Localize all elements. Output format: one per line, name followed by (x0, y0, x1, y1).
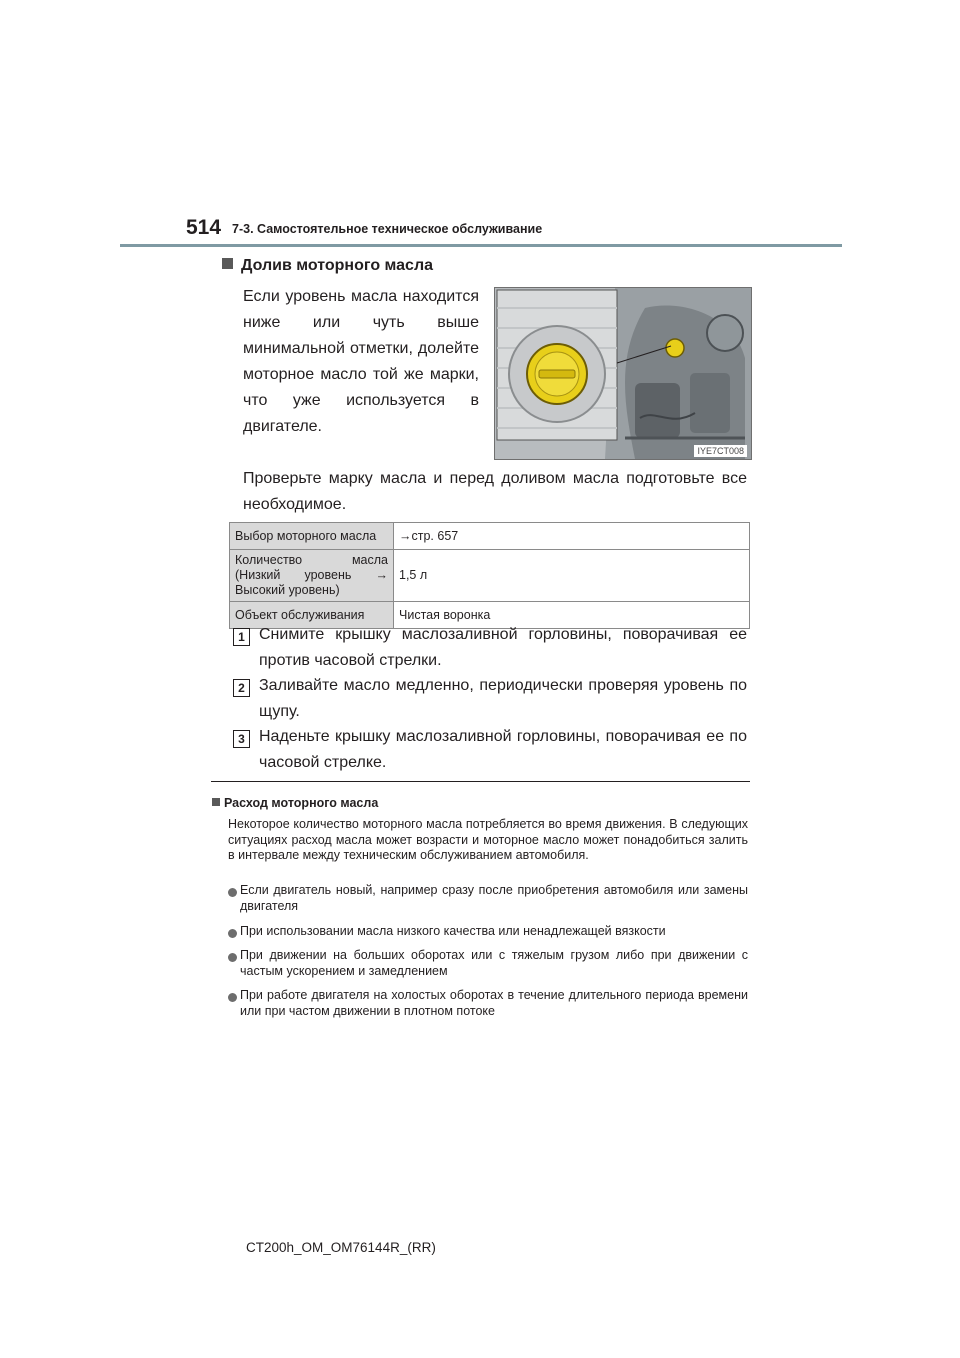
step-number-3: 3 (233, 730, 250, 748)
table-label: Выбор моторного масла (230, 523, 394, 550)
step-text-3: Наденьте крышку маслозаливной горловины, поворачивая ее по часовой стрелке. (259, 728, 747, 771)
document-id: CT200h_OM_OM76144R_(RR) (246, 1240, 436, 1255)
consumption-heading (212, 795, 378, 811)
table-row (230, 523, 750, 550)
engine-oil-cap-figure (494, 287, 752, 460)
consumption-intro: Некоторое количество моторного масла потребляется во время движения. В следующих ситуациях расход масла может возрасти и моторное масло может понадобиться залить в интервале между техническим обслуживанием автомобиля. (228, 817, 748, 862)
section-heading (222, 256, 433, 276)
figure-code-label: IYE7CT008 (694, 445, 747, 457)
bullet-icon (228, 888, 237, 897)
table-label: Объект обслуживания (230, 602, 394, 629)
section-heading-text: Долив моторного масла (241, 257, 434, 274)
table-value: →стр. 657 (394, 523, 750, 550)
square-bullet-icon (222, 258, 233, 269)
table-value: 1,5 л (394, 550, 750, 602)
consumption-heading-text: Расход моторного масла (224, 796, 379, 810)
list-item: Если двигатель новый, например сразу после приобретения автомобиля или замены двигателя (240, 883, 748, 913)
header-divider (120, 244, 842, 247)
chapter-title: 7-3. Самостоятельное техническое обслуживание (232, 222, 543, 236)
square-bullet-icon (212, 798, 220, 806)
step-text-1: Снимите крышку маслозаливной горловины, поворачивая ее против часовой стрелки. (259, 626, 747, 669)
engine-bay-illustration (495, 288, 751, 459)
list-item: При движении на больших оборотах или с тяжелым грузом либо при движении с частым ускорением и замедлением (240, 948, 748, 978)
section-divider (211, 781, 750, 782)
page-number: 514 (186, 216, 222, 239)
table-row (230, 550, 750, 602)
check-paragraph: Проверьте марку масла и перед доливом масла подготовьте все необходимое. (243, 470, 747, 513)
list-item: При использовании масла низкого качества или ненадлежащей вязкости (240, 924, 666, 938)
table-label: Количество масла (Низкий уровень → Высокий уровень) (230, 550, 394, 602)
bullet-icon (228, 953, 237, 962)
intro-paragraph: Если уровень масла находится ниже или чуть выше минимальной отметки, долейте моторное масло той же марки, что уже используется в двигателе. (243, 288, 479, 435)
step-number-1: 1 (233, 628, 250, 646)
list-item: При работе двигателя на холостых оборотах в течение длительного периода времени или при частом движении в плотном потоке (240, 988, 748, 1018)
preparation-table (229, 522, 750, 629)
bullet-icon (228, 929, 237, 938)
table-value: Чистая воронка (394, 602, 750, 629)
step-text-2: Заливайте масло медленно, периодически проверяя уровень по щупу. (259, 677, 747, 720)
step-number-2: 2 (233, 679, 250, 697)
bullet-icon (228, 993, 237, 1002)
